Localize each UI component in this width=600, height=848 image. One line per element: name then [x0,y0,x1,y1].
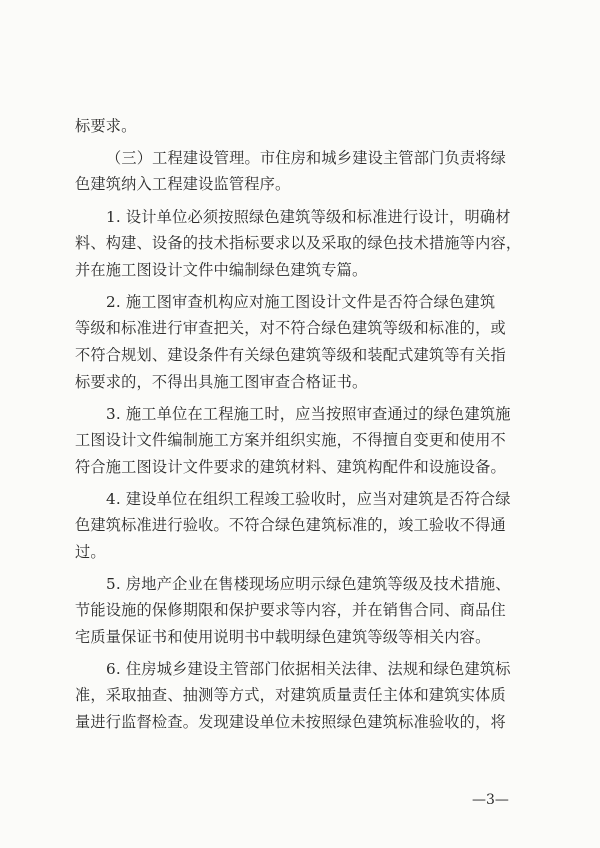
text-line: 不符合规划、建设条件有关绿色建筑等级和装配式建筑等有关指 [75,346,506,364]
text-line: 并在施工图设计文件中编制绿色建筑专篇。 [75,261,368,279]
text-line: 标要求的，不得出具施工图审查合格证书。 [75,373,368,391]
text-line: 工图设计文件编制施工方案并组织实施，不得擅自变更和使用不 [75,431,506,449]
text-line: 等级和标准进行审查把关，对不符合绿色建筑等级和标准的，或 [75,319,506,337]
text-line: 3. 施工单位在工程施工时，应当按照审查通过的绿色建筑施 [106,405,511,423]
text-line: 4. 建设单位在组织工程竣工验收时，应当对建筑是否符合绿 [106,490,511,508]
text-line: 节能设施的保修期限和保护要求等内容，并在销售合同、商品住 [75,601,506,619]
text-line: 1. 设计单位必须按照绿色建筑等级和标准进行设计，明确材 [106,208,511,226]
text-line: 符合施工图设计文件要求的建筑材料、建筑构配件和设施设备。 [75,458,506,476]
text-line: 5. 房地产企业在售楼现场应明示绿色建筑等级及技术措施、 [106,575,511,593]
text-line: 过。 [75,543,106,561]
page-number: —3— [472,792,509,808]
text-line: 标要求。 [75,117,137,135]
text-line: 色建筑标准进行验收。不符合绿色建筑标准的，竣工验收不得通 [75,516,506,534]
text-line: 色建筑纳入工程建设监管程序。 [75,175,291,193]
text-line: 量进行监督检查。发现建设单位未按照绿色建筑标准验收的，将 [75,713,506,731]
text-line: 料、构建、设备的技术指标要求以及采取的绿色技术措施等内容， [75,234,522,252]
text-line: 6. 住房城乡建设主管部门依据相关法律、法规和绿色建筑标 [106,660,511,678]
text-line: 准，采取抽查、抽测等方式，对建筑质量责任主体和建筑实体质 [75,686,506,704]
text-line: 宅质量保证书和使用说明书中载明绿色建筑等级等相关内容。 [75,628,491,646]
text-line: （三）工程建设管理。市住房和城乡建设主管部门负责将绿 [106,149,507,167]
text-line: 2. 施工图审查机构应对施工图设计文件是否符合绿色建筑 [106,293,496,311]
